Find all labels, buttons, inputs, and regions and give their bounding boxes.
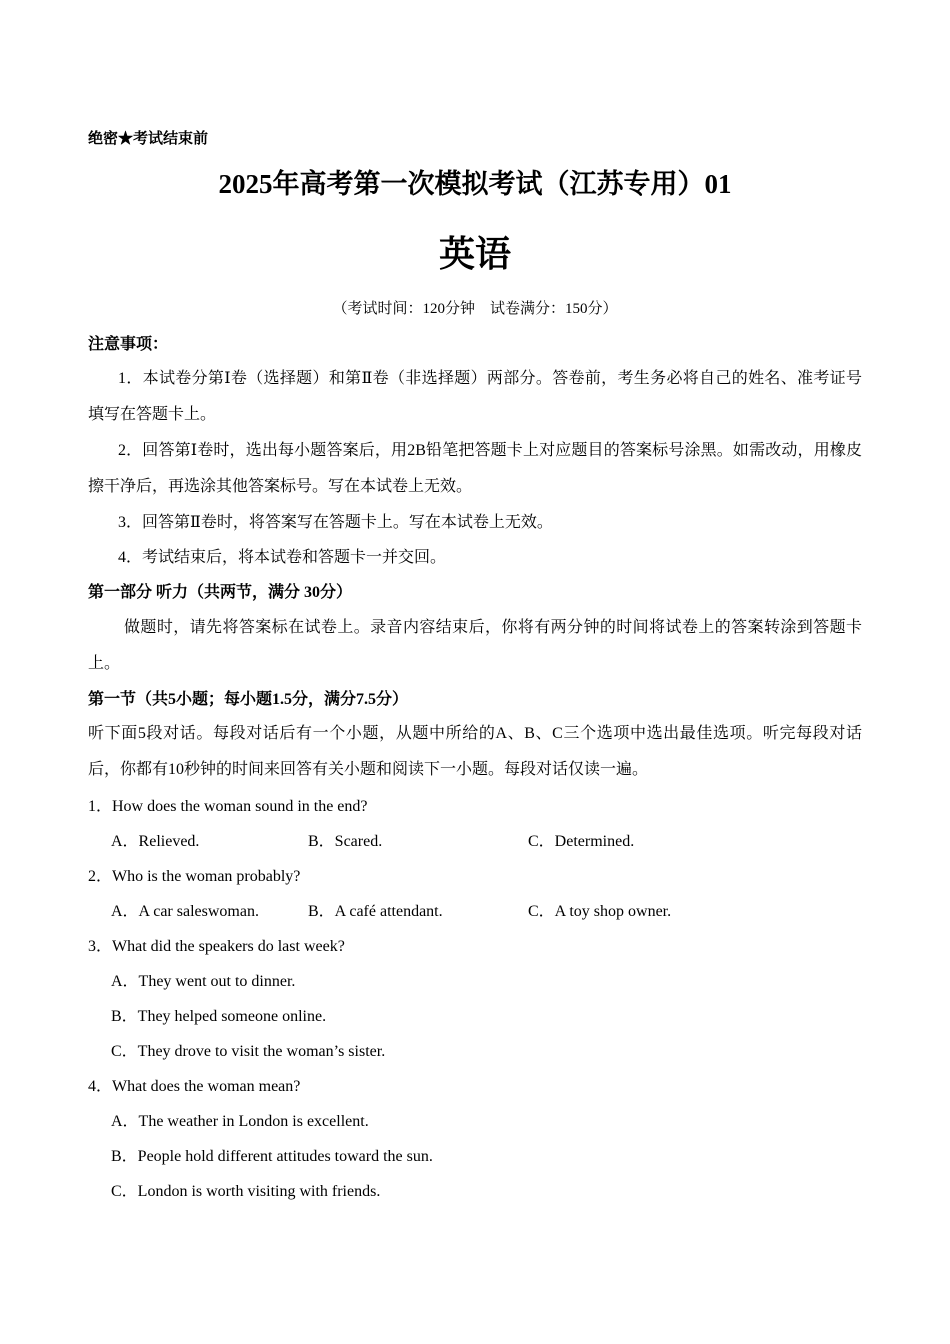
notice-heading: 注意事项：: [88, 336, 169, 353]
question-1-option-c: C．Determined.: [528, 833, 635, 850]
question-4-option-a: A．The weather in London is excellent.: [111, 1113, 369, 1130]
section1-heading: 第一节（共5小题；每小题1.5分，满分7.5分）: [88, 691, 409, 708]
question-4-option-c: C．London is worth visiting with friends.: [111, 1183, 381, 1200]
notice-item-2: 2．回答第Ⅰ卷时，选出每小题答案后，用2B铅笔把答题卡上对应题目的答案标号涂黑。如需改动，用橡皮擦干净后，再选涂其他答案标号。写在本试卷上无效。: [88, 442, 862, 495]
question-1-option-a: A．Relieved.: [111, 833, 200, 850]
subject-title: 英语: [438, 234, 511, 274]
question-3-option-c: C．They drove to visit the woman’s sister.: [111, 1043, 386, 1060]
question-2-option-b: B．A café attendant.: [308, 903, 443, 920]
question-3-option-b: B．They helped someone online.: [111, 1008, 327, 1025]
question-4-stem: 4．What does the woman mean?: [88, 1078, 301, 1095]
question-1-stem: 1．How does the woman sound in the end?: [88, 798, 368, 815]
exam-info: （考试时间：120分钟 试卷满分：150分）: [332, 301, 618, 317]
question-2-option-a: A．A car saleswoman.: [111, 903, 259, 920]
notice-item-1: 1．本试卷分第Ⅰ卷（选择题）和第Ⅱ卷（非选择题）两部分。答卷前，考生务必将自己的姓名、准考证号填写在答题卡上。: [88, 370, 862, 423]
notice-item-4: 4．考试结束后，将本试卷和答题卡一并交回。: [118, 549, 447, 566]
question-3-option-a: A．They went out to dinner.: [111, 973, 296, 990]
question-3-stem: 3．What did the speakers do last week?: [88, 938, 345, 955]
part1-intro: 做题时，请先将答案标在试卷上。录音内容结束后，你将有两分钟的时间将试卷上的答案转涂到答题卡上。: [88, 619, 862, 672]
part1-heading: 第一部分 听力（共两节，满分 30分）: [88, 584, 353, 601]
secret-mark: 绝密★考试结束前: [88, 131, 209, 147]
exam-title: 2025年高考第一次模拟考试（江苏专用）01: [218, 169, 732, 199]
question-4-option-b: B．People hold different attitudes toward the sun.: [111, 1148, 433, 1165]
question-2-stem: 2．Who is the woman probably?: [88, 868, 301, 885]
question-1-option-b: B．Scared.: [308, 833, 383, 850]
notice-item-3: 3．回答第Ⅱ卷时，将答案写在答题卡上。写在本试卷上无效。: [118, 514, 553, 531]
question-2-option-c: C．A toy shop owner.: [528, 903, 672, 920]
section1-intro: 听下面5段对话。每段对话后有一个小题，从题中所给的A、B、C三个选项中选出最佳选项。听完每段对话后，你都有10秒钟的时间来回答有关小题和阅读下一小题。每段对话仅读一遍。: [88, 725, 862, 778]
